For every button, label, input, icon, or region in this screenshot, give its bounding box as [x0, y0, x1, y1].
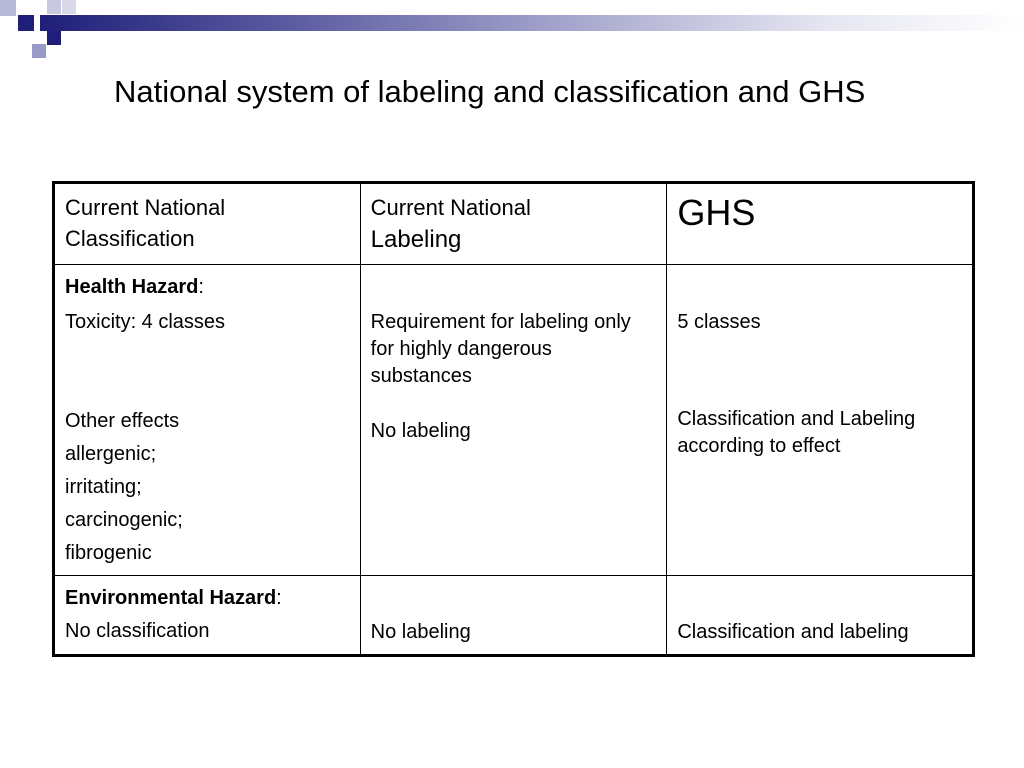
title-decor-bar	[40, 15, 1024, 31]
header-cell-national-classification	[54, 183, 361, 265]
environmental-ghs-text: Classification and labeling	[677, 621, 909, 644]
header-label: Current National Classification	[65, 195, 226, 251]
decor-square	[0, 0, 16, 16]
comparison-table	[52, 181, 975, 657]
decor-square	[47, 0, 61, 14]
header-label: Labeling	[370, 225, 462, 253]
toxicity-text: Toxicity: 4 classes	[65, 311, 226, 334]
cell-health-labeling	[360, 265, 667, 576]
ghs-toxicity-text: 5 classes	[677, 311, 761, 334]
table-row-health-hazard	[54, 265, 974, 576]
decor-square	[18, 15, 34, 31]
effect-item: allergenic;	[65, 443, 157, 466]
health-hazard-heading: Health Hazard:	[65, 276, 204, 299]
table-header-row	[54, 183, 974, 265]
effect-item: fibrogenic	[65, 542, 152, 565]
labeling-other-text: No labeling	[370, 420, 471, 443]
header-cell-ghs	[667, 183, 974, 265]
decor-square	[62, 0, 76, 14]
cell-health-ghs	[667, 265, 974, 576]
decor-square	[32, 44, 46, 58]
table-row-environmental-hazard	[54, 576, 974, 656]
cell-environmental-ghs	[667, 576, 974, 656]
header-cell-national-labeling	[360, 183, 667, 265]
cell-environmental-classification	[54, 576, 361, 656]
other-effects-text: Other effects	[65, 410, 180, 433]
effect-item: irritating;	[65, 476, 142, 499]
header-label: GHS	[677, 192, 756, 233]
effect-item: carcinogenic;	[65, 509, 183, 532]
cell-health-classification	[54, 265, 361, 576]
header-label: Current National	[370, 195, 531, 220]
slide-title: National system of labeling and classification and GHS	[114, 74, 866, 109]
labeling-toxicity-text: Requirement for labeling only for highly dangerous substances	[370, 311, 631, 388]
environmental-labeling-text: No labeling	[370, 621, 471, 644]
cell-environmental-labeling	[360, 576, 667, 656]
ghs-other-text: Classification and Labeling according to effect	[677, 408, 916, 458]
environmental-hazard-heading: Environmental Hazard:	[65, 587, 282, 610]
decor-square	[47, 31, 61, 45]
environmental-classification-text: No classification	[65, 620, 210, 643]
